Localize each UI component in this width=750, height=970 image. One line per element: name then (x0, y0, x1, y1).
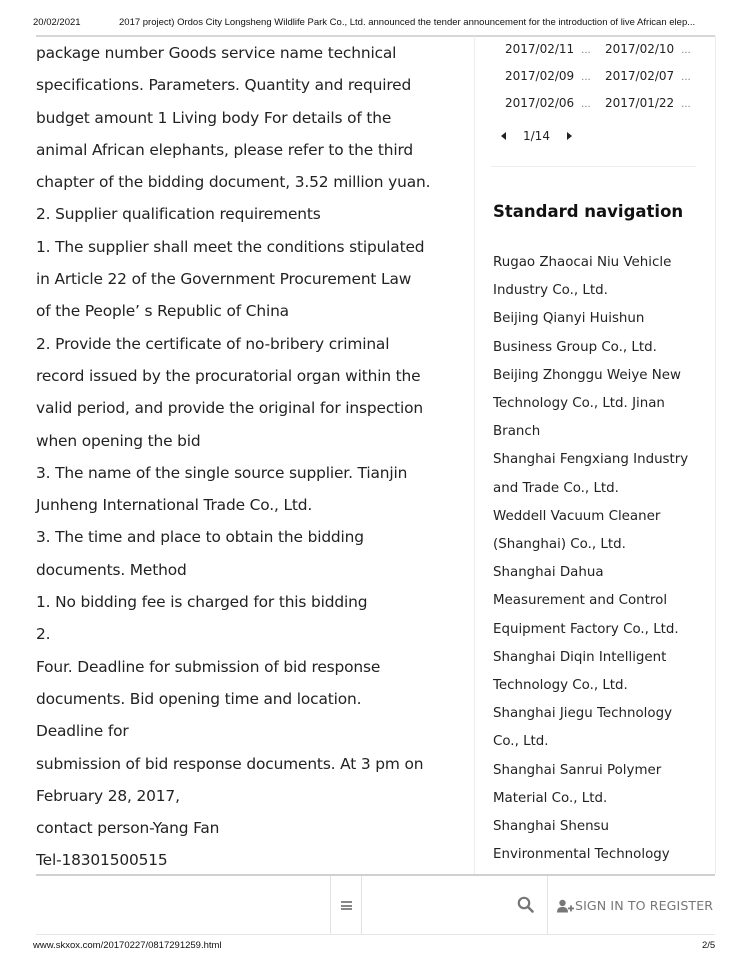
next-page-icon[interactable] (567, 132, 572, 140)
article-line: chapter of the bidding document, 3.52 million yuan. (36, 173, 431, 192)
nav-link[interactable]: Rugao Zhaocai Niu Vehicle (493, 255, 672, 270)
article-line: 2. Supplier qualification requirements (36, 205, 321, 224)
news-date[interactable]: 2017/02/09 (505, 69, 575, 83)
article-line: Tel-18301500515 (36, 851, 168, 870)
sign-in-register-button[interactable] (547, 876, 715, 935)
news-item[interactable] (605, 92, 705, 119)
print-title: 2017 project) Ordos City Longsheng Wildlife Park Co., Ltd. announced the tender announcement for the introduction of live African elep... (119, 17, 696, 28)
article-body (36, 37, 430, 877)
news-date[interactable]: 2017/02/06 (505, 96, 575, 110)
article-line: 3. The time and place to obtain the bidding (36, 528, 364, 547)
article-line: 1. The supplier shall meet the conditions stipulated (36, 237, 425, 256)
nav-link[interactable]: Weddell Vacuum Cleaner (493, 508, 661, 524)
pagination (501, 126, 572, 146)
news-ellipsis: ... (681, 45, 691, 56)
news-item[interactable] (605, 38, 705, 65)
news-row (505, 65, 705, 92)
print-date: 20/02/2021 (33, 17, 81, 28)
article-line: of the People’ s Republic of China (36, 302, 289, 321)
article-line: animal African elephants, please refer to the third (36, 140, 413, 159)
nav-link[interactable]: Business Group Co., Ltd. (493, 339, 657, 355)
news-item[interactable] (605, 65, 705, 92)
nav-link[interactable]: Technology Co., Ltd. (493, 678, 628, 694)
nav-link[interactable]: Technology Co., Ltd. Jinan (493, 396, 665, 412)
article-line: 3. The name of the single source supplier. Tianjin (36, 463, 408, 482)
prev-page-icon[interactable] (501, 132, 506, 140)
article-line: documents. Bid opening time and location. (36, 689, 362, 708)
nav-link[interactable]: Measurement and Control (493, 593, 668, 609)
nav-link[interactable]: Shanghai Sanrui Polymer (493, 762, 662, 778)
nav-link[interactable]: (Shanghai) Co., Ltd. (493, 537, 626, 553)
nav-link[interactable]: Equipment Factory Co., Ltd. (493, 621, 679, 637)
sign-in-register-label: SIGN IN TO REGISTER (575, 898, 714, 913)
news-ellipsis: ... (581, 45, 591, 56)
article-line: submission of bid response documents. At 3 pm on (36, 754, 424, 773)
news-date[interactable]: 2017/02/10 (605, 42, 675, 56)
news-item[interactable] (505, 38, 605, 65)
search-box (361, 876, 547, 935)
print-page-number: 2/5 (702, 940, 716, 951)
search-icon[interactable] (516, 895, 536, 915)
nav-link[interactable]: Shanghai Diqin Intelligent (493, 649, 667, 665)
user-plus-icon (557, 899, 574, 913)
article-line: valid period, and provide the original for inspection (36, 399, 424, 418)
article-line: 2. (36, 625, 51, 644)
search-input[interactable] (361, 876, 511, 935)
nav-link[interactable]: Shanghai Dahua (493, 565, 604, 581)
nav-link[interactable]: Branch (493, 424, 541, 440)
news-ellipsis: ... (581, 99, 591, 110)
news-ellipsis: ... (681, 99, 691, 110)
article-line: 2. Provide the certificate of no-bribery criminal (36, 334, 390, 353)
sidebar-divider (491, 166, 696, 167)
article-line: Deadline for (36, 722, 129, 741)
standard-navigation-list (493, 249, 708, 869)
nav-link[interactable]: Beijing Qianyi Huishun (493, 311, 645, 327)
article-line: Junheng International Trade Co., Ltd. (36, 496, 313, 515)
nav-link[interactable]: Environmental Technology (493, 847, 670, 863)
article-line: February 28, 2017, (36, 786, 180, 805)
nav-link[interactable]: Shanghai Jiegu Technology (493, 706, 673, 722)
article-line: budget amount 1 Living body For details of the (36, 108, 392, 127)
menu-button[interactable] (330, 876, 362, 935)
bottom-toolbar (36, 874, 715, 935)
sidebar (475, 36, 716, 874)
print-header (0, 0, 750, 34)
news-date-list (505, 38, 705, 119)
nav-link[interactable]: Industry Co., Ltd. (493, 283, 608, 299)
nav-link[interactable]: Co., Ltd. (493, 734, 549, 750)
news-item[interactable] (505, 65, 605, 92)
article-line: when opening the bid (36, 431, 201, 450)
article-line: record issued by the procuratorial organ within the (36, 366, 421, 385)
article-content (36, 36, 475, 874)
nav-link[interactable]: Shanghai Fengxiang Industry (493, 452, 689, 468)
hamburger-icon (341, 901, 352, 910)
article-line: Four. Deadline for submission of bid response (36, 657, 381, 676)
nav-link[interactable]: Beijing Zhonggu Weiye New (493, 367, 681, 383)
news-item[interactable] (505, 92, 605, 119)
nav-link[interactable]: and Trade Co., Ltd. (493, 480, 619, 496)
article-line: package number Goods service name technical (36, 44, 397, 62)
print-url: www.skxox.com/20170227/0817291259.html (33, 940, 222, 951)
page-indicator: 1/14 (523, 129, 550, 143)
print-footer (0, 938, 750, 958)
nav-heading: Standard navigation (493, 202, 684, 221)
article-line: in Article 22 of the Government Procurement Law (36, 270, 412, 289)
article-line: 1. No bidding fee is charged for this bidding (36, 593, 368, 612)
article-line: specifications. Parameters. Quantity and required (36, 76, 412, 95)
news-row (505, 38, 705, 65)
news-date[interactable]: 2017/01/22 (605, 96, 675, 110)
news-date[interactable]: 2017/02/07 (605, 69, 675, 83)
news-date[interactable]: 2017/02/11 (505, 42, 575, 56)
nav-link[interactable]: Shanghai Shensu (493, 819, 610, 835)
nav-link[interactable]: Material Co., Ltd. (493, 790, 608, 806)
article-line: documents. Method (36, 560, 187, 579)
news-ellipsis: ... (581, 72, 591, 83)
news-ellipsis: ... (681, 72, 691, 83)
article-line: contact person-Yang Fan (36, 819, 220, 838)
news-row (505, 92, 705, 119)
